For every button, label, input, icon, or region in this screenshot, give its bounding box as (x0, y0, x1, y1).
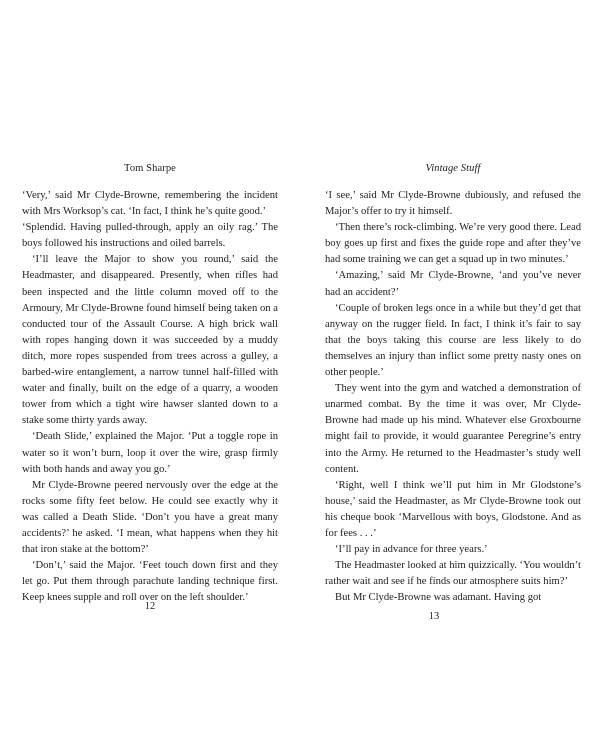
paragraph: Mr Clyde-Browne peered nervously over the edge at the rocks some fifty feet below. He could see exactly why it was called a Death Slide. ‘Don’t you have a great many accidents?’ he asked. ‘I mean, what happens when they hit that iron stake at the bottom?’ (22, 479, 278, 556)
paragraph: ‘Very,’ said Mr Clyde-Browne, remembering the incident with Mrs Worksop’s cat. ‘In fact, I think he’s quite good.’ (22, 190, 278, 218)
paragraph: ‘Couple of broken legs once in a while but they’d get that anyway on the rugger field. In fact, I think it’s fair to say that the boys taking this course are less likely to do themselves an injury than inflict some pretty nasty ones on other people.’ (325, 302, 581, 379)
right-page (325, 162, 581, 606)
paragraph: ‘Death Slide,’ explained the Major. ‘Put a toggle rope in water so it won’t burn, loop it over the wire, grasp firmly with both hands and away you go.’ (22, 431, 278, 475)
paragraph: ‘I’ll pay in advance for three years.’ (335, 544, 488, 556)
paragraph: ‘Splendid. Having pulled-through, apply an oily rag.’ The boys followed his instructions and oiled barrels. (22, 222, 278, 250)
paragraph: ‘Right, well I think we’ll put him in Mr Glodstone’s house,’ said the Headmaster, as Mr Clyde-Browne took out his cheque book ‘Marvellous with boys, Glodstone. And as for fees . . .’ (325, 479, 581, 539)
page-number-left: 12 (144, 601, 156, 612)
paragraph: But Mr Clyde-Browne was adamant. Having got (335, 592, 542, 604)
paragraph: The Headmaster looked at him quizzically. ‘You wouldn’t rather wait and see if he finds our atmosphere suits him?’ (325, 560, 581, 588)
right-page-text (325, 188, 581, 606)
paragraph: They went into the gym and watched a demonstration of unarmed combat. By the time it was over, Mr Clyde-Browne had made up his mind. Whatever else Groxbourne might fail to provide, it would guarantee Peregrine’s entry into the Army. He returned to the Headmaster’s study well content. (325, 383, 581, 475)
left-page-text (22, 188, 278, 606)
left-page (22, 162, 278, 606)
running-head-title: Vintage Stuff (425, 163, 481, 174)
paragraph: ‘I’ll leave the Major to show you round,’ said the Headmaster, and disappeared. Presently, when rifles had been inspected and the little column moved off to the Armoury, Mr Clyde-Browne found himself being taken on a conducted tour of the Assault Course. A high brick wall with ropes hanging down it was succeeded by a muddy ditch, more ropes suspended from trees across a gulley, a barbed-wire entanglement, a narrow tunnel half-filled with water and finally, built on the edge of a quarry, a wooden tower from which a tight wire hawser slanted down to a stake some thirty yards away. (22, 254, 278, 427)
running-head-author: Tom Sharpe (124, 163, 176, 174)
paragraph: ‘Then there’s rock-climbing. We’re very good there. Lead boy goes up first and fixes the guide rope and after they’ve had some training we can get a squad up in two minutes.’ (325, 222, 581, 266)
page-number-right: 13 (428, 611, 440, 622)
paragraph: ‘Amazing,’ said Mr Clyde-Browne, ‘and you’ve never had an accident?’ (325, 270, 581, 298)
paragraph: ‘Don’t,’ said the Major. ‘Feet touch down first and they let go. Put them through parachute landing technique first. Keep knees supple and roll over on the left shoulder.’ (22, 560, 278, 604)
paragraph: ‘I see,’ said Mr Clyde-Browne dubiously, and refused the Major’s offer to try it himself. (325, 190, 581, 218)
